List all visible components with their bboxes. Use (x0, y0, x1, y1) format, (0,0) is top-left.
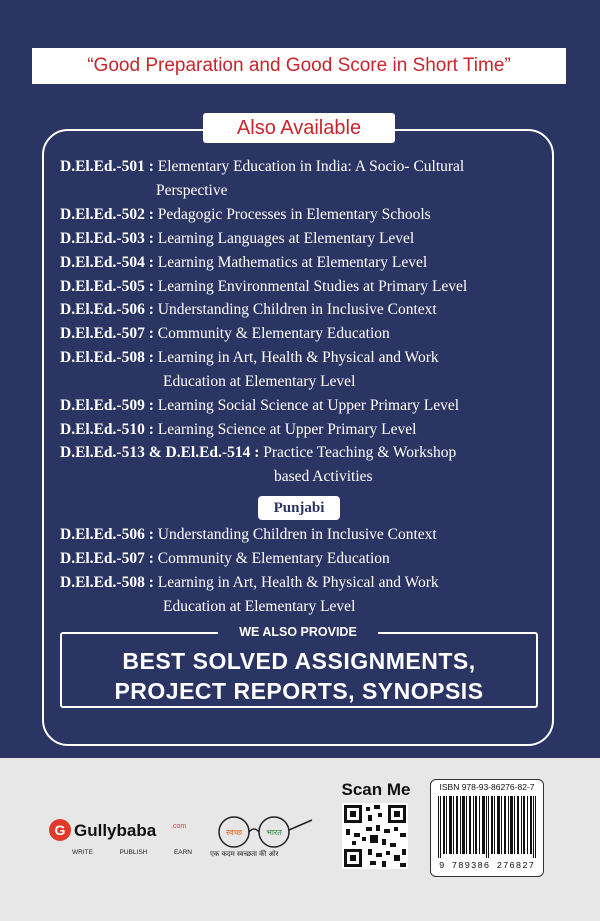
services-line-2: PROJECT REPORTS, SYNOPSIS (60, 678, 538, 705)
tag-write: WRITE (72, 849, 93, 856)
course-item: D.El.Ed.-507 : Community & Elementary Education (60, 325, 390, 342)
services-label: WE ALSO PROVIDE (218, 624, 378, 640)
scan-me-label: Scan Me (341, 780, 411, 799)
course-item: D.El.Ed.-513 & D.El.Ed.-514 : Practice Teaching & Workshop (60, 444, 457, 461)
course-item: D.El.Ed.-509 : Learning Social Science at Upper Primary Level (60, 397, 460, 414)
swachh-bharat-logo-icon (208, 812, 318, 872)
barcode-number: 9 789386 276827 (438, 861, 535, 871)
punjabi-course-item: D.El.Ed.-508 : Learning in Art, Health & Physical and Work (60, 574, 439, 591)
svg-text:भारत: भारत (266, 828, 282, 837)
barcode-icon (436, 796, 538, 858)
gullybaba-tags (72, 849, 192, 856)
course-item: D.El.Ed.-508 : Learning in Art, Health & Physical and Work (60, 349, 439, 366)
isbn-label: ISBN 978-93-86276-82-7 (439, 782, 535, 792)
tag-publish: PUBLISH (119, 849, 148, 856)
course-item: D.El.Ed.-505 : Learning Environmental Studies at Primary Level (60, 278, 468, 295)
punjabi-course-item-cont: Education at Elementary Level (163, 598, 356, 615)
course-item: D.El.Ed.-510 : Learning Science at Upper Primary Level (60, 421, 417, 438)
course-item: D.El.Ed.-506 : Understanding Children in Inclusive Context (60, 301, 437, 318)
svg-text:G: G (54, 822, 66, 838)
course-item-cont: based Activities (274, 468, 373, 485)
punjabi-course-item: D.El.Ed.-506 : Understanding Children in Inclusive Context (60, 526, 437, 543)
course-item: D.El.Ed.-504 : Learning Mathematics at Elementary Level (60, 254, 428, 271)
also-available-heading: Also Available (203, 113, 395, 143)
tagline: “Good Preparation and Good Score in Short Time” (32, 48, 566, 84)
services-line-1: BEST SOLVED ASSIGNMENTS, (60, 648, 538, 675)
course-item: D.El.Ed.-503 : Learning Languages at Elementary Level (60, 230, 415, 247)
punjabi-heading: Punjabi (258, 496, 340, 520)
course-item: D.El.Ed.-501 : Elementary Education in India: A Socio- Cultural (60, 158, 465, 175)
tag-earn: EARN (173, 849, 192, 856)
qr-code-icon (342, 803, 408, 869)
course-item-cont: Perspective (156, 182, 228, 199)
svg-text:Gullybaba: Gullybaba (74, 821, 157, 840)
swachh-tagline: एक कदम स्वच्छता की ओर (210, 850, 279, 858)
svg-text:.com: .com (171, 823, 187, 830)
course-item-cont: Education at Elementary Level (163, 373, 356, 390)
punjabi-course-item: D.El.Ed.-507 : Community & Elementary Education (60, 550, 390, 567)
course-item: D.El.Ed.-502 : Pedagogic Processes in Elementary Schools (60, 206, 431, 223)
svg-text:स्वच्छ: स्वच्छ (225, 828, 243, 837)
gullybaba-logo (48, 815, 198, 845)
